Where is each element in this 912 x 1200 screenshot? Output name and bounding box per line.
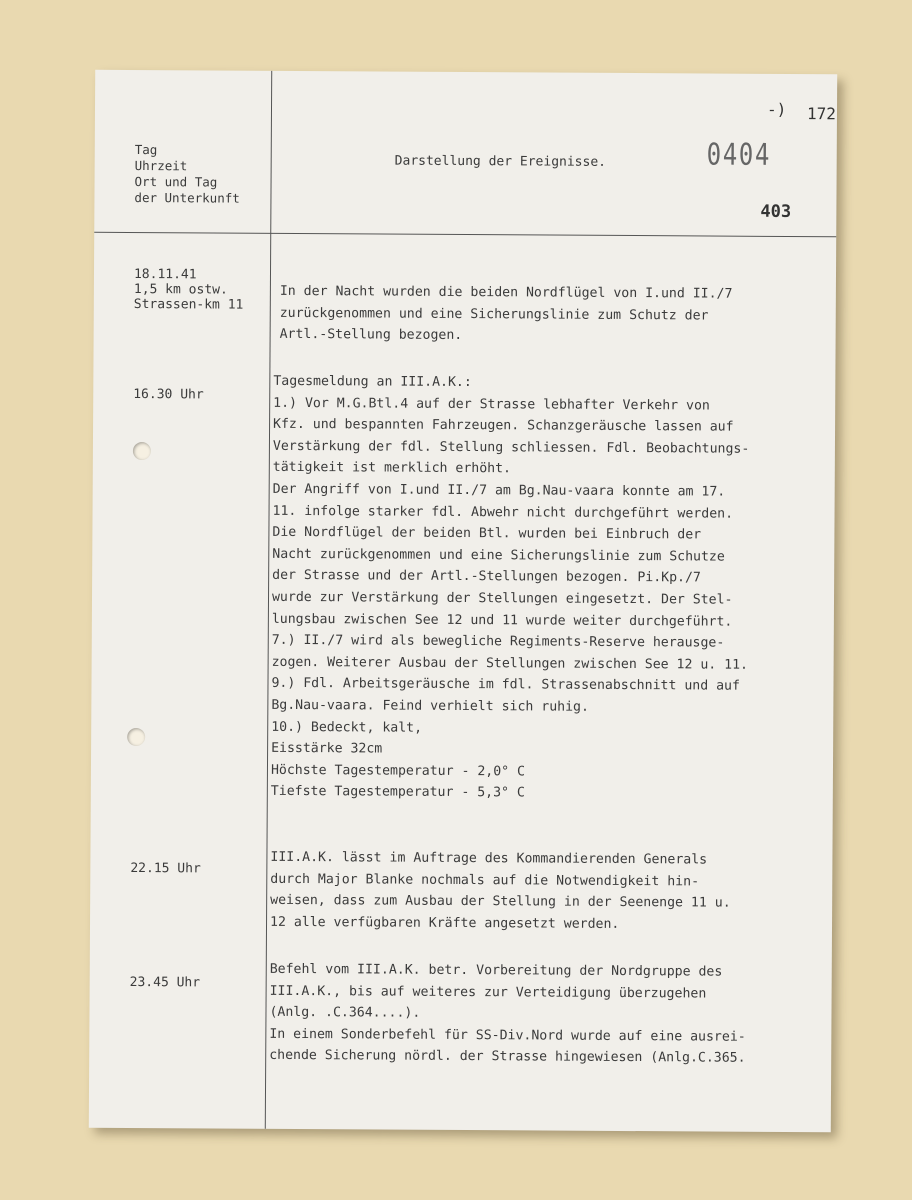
text-line: wurde zur Verstärkung der Stellungen eingesetzt. Der Stel-: [271, 589, 733, 608]
text-line: (Anlg. .C.364....).: [269, 1005, 421, 1021]
page-number: 403: [760, 201, 792, 222]
text-line: Artl.-Stellung bezogen.: [279, 327, 463, 344]
text-line: Höchste Tagestemperatur - 2,0° C: [270, 762, 526, 780]
entry-1-date: 18.11.41: [133, 266, 197, 283]
text-line: 9.) Fdl. Arbeitsgeräusche im fdl. Strassenabschnitt und auf: [271, 676, 740, 695]
text-line: zurückgenommen und eine Sicherungslinie zum Schutz der: [279, 305, 709, 324]
entry-4-time: 23.45 Uhr: [129, 974, 201, 991]
text-line: 11. infolge starker fdl. Abwehr nicht durchgeführt werden.: [272, 503, 734, 522]
text-line: Die Nordflügel der beiden Btl. wurden bei Einbruch der: [272, 524, 702, 543]
punch-hole-upper: [133, 442, 151, 460]
entry-4-when: [130, 960, 270, 991]
text-line: Befehl vom III.A.K. betr. Vorbereitung der Nordgruppe des: [269, 961, 723, 980]
text-line: durch Major Blanke nochmals auf die Notwendigkeit hin-: [270, 871, 700, 890]
text-line: Verstärkung der fdl. Stellung schliessen. Fdl. Beobachtungs-: [272, 438, 750, 457]
entry-2-text: [271, 371, 830, 806]
entry-2-time: 16.30 Uhr: [133, 386, 204, 403]
header-label-ort: Ort und Tag: [134, 173, 218, 190]
text-line: 10.) Bedeckt, kalt,: [271, 719, 423, 736]
text-line: III.A.K. lässt im Auftrage des Kommandierenden Generals: [270, 849, 708, 868]
stamp-number: 0404: [706, 137, 772, 173]
text-line: Der Angriff von I.und II./7 am Bg.Nau-vaara konnte am 17.: [272, 481, 726, 500]
entry-3-when: [130, 846, 270, 877]
header-left-labels: [134, 126, 284, 207]
text-line: In einem Sonderbefehl für SS-Div.Nord wurde auf eine ausrei-: [269, 1026, 746, 1045]
header-label-unterkunft: der Unterkunft: [134, 189, 240, 206]
entry-2-when: [133, 372, 273, 403]
text-line: lungsbau zwischen See 12 und 11 wurde weiter durchgeführt.: [271, 611, 733, 630]
text-line: weisen, dass zum Ausbau der Stellung in der Seenenge 11 u.: [270, 893, 731, 911]
entry-1-location: Strassen-km 11: [133, 296, 244, 313]
header-label-tag: Tag: [134, 141, 158, 158]
archive-mark: -): [766, 99, 787, 119]
entry-4-text: [269, 959, 826, 1070]
punch-hole-lower: [127, 728, 145, 746]
header-divider: [94, 232, 836, 238]
entry-3-text: [270, 847, 827, 937]
archive-page-number: 172: [806, 104, 836, 124]
text-line: chende Sicherung nördl. der Strasse hingewiesen (Anlg.C.365.: [269, 1048, 746, 1067]
text-line: Tagesmeldung an III.A.K.:: [273, 373, 472, 391]
entry-3-time: 22.15 Uhr: [130, 860, 201, 877]
text-line: 12 alle verfügbaren Kräfte angesetzt werden.: [269, 914, 620, 932]
header-title: Darstellung der Ereignisse.: [394, 153, 607, 170]
text-line: zogen. Weiterer Ausbau der Stellungen zwischen See 12 u. 11.: [271, 654, 749, 673]
text-line: Bg.Nau-vaara. Feind verhielt sich ruhig.: [271, 697, 589, 715]
entry-1-place: 1,5 km ostw.: [133, 281, 228, 298]
text-line: 7.) II./7 wird als bewegliche Regiments-Reserve herausge-: [271, 632, 725, 651]
text-line: III.A.K., bis auf weiteres zur Verteidigung überzugehen: [269, 983, 707, 1002]
text-line: Tiefste Tagestemperatur - 5,3° C: [270, 784, 525, 801]
entry-1-when: [134, 252, 274, 313]
entry-1-text: [280, 281, 836, 349]
text-line: Kfz. und bespannten Fahrzeugen. Schanzgeräusche lassen auf: [273, 417, 734, 435]
header-label-uhrzeit: Uhrzeit: [134, 157, 188, 174]
document-page: [89, 70, 837, 1133]
text-line: Eisstärke 32cm: [271, 740, 383, 757]
text-line: 1.) Vor M.G.Btl.4 auf der Strasse lebhafter Verkehr von: [273, 395, 710, 414]
text-line: Nacht zurückgenommen und eine Sicherungslinie zum Schutze: [272, 546, 725, 565]
text-line: In der Nacht wurden die beiden Nordflügel von I.und II./7: [279, 283, 733, 302]
text-line: der Strasse und der Artl.-Stellungen bezogen. Pi.Kp./7: [272, 568, 701, 586]
text-line: tätigkeit ist merklich erhöht.: [272, 460, 512, 477]
